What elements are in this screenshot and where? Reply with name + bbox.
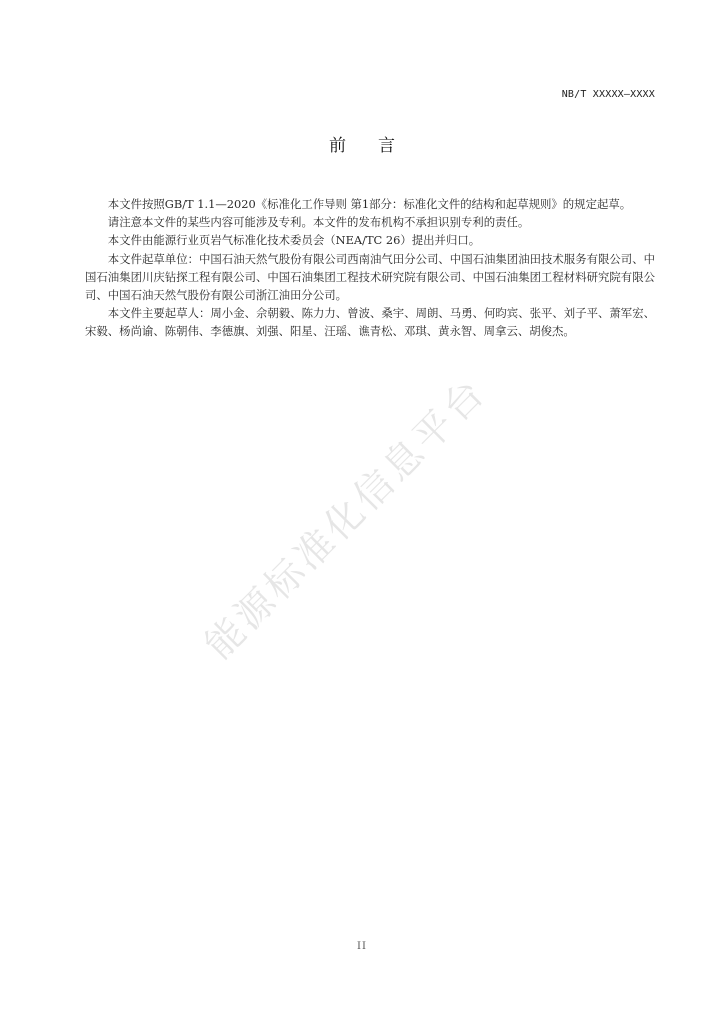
- paragraph-drafting-rules: 本文件按照GB/T 1.1—2020《标准化工作导则 第1部分：标准化文件的结构和起草规则》的规定起草。: [107, 197, 632, 211]
- foreword-body: [85, 195, 655, 341]
- paragraph-drafters: 本文件主要起草人：周小金、佘朝毅、陈力力、曾波、桑宇、周朗、马勇、何昀宾、张平、刘子平、萧军宏、宋毅、杨尚谕、陈朝伟、李德旗、刘强、阳星、汪瑶、谯青松、邓琪、黄永智、周拿云、胡俊杰。: [85, 306, 655, 339]
- paragraph-proposer: 本文件由能源行业页岩气标准化技术委员会（NEA/TC 26）提出并归口。: [107, 233, 481, 248]
- page-title: 前言: [329, 136, 427, 156]
- paragraph-drafting-units: 本文件起草单位：中国石油天然气股份有限公司西南油气田分公司、中国石油集团油田技术服务有限公司、中国石油集团川庆钻探工程有限公司、中国石油集团工程技术研究院有限公司、中国石油集团工程材料研究院有限公司、中国石油天然气股份有限公司浙江油田分公司。: [85, 251, 655, 303]
- watermark: 能源标准化信息平台: [196, 369, 495, 668]
- standard-code: NB/T XXXXX—XXXX: [561, 89, 655, 100]
- page-number: II: [357, 941, 367, 952]
- paragraph-patent-notice: 请注意本文件的某些内容可能涉及专利。本文件的发布机构不承担识别专利的责任。: [107, 215, 530, 230]
